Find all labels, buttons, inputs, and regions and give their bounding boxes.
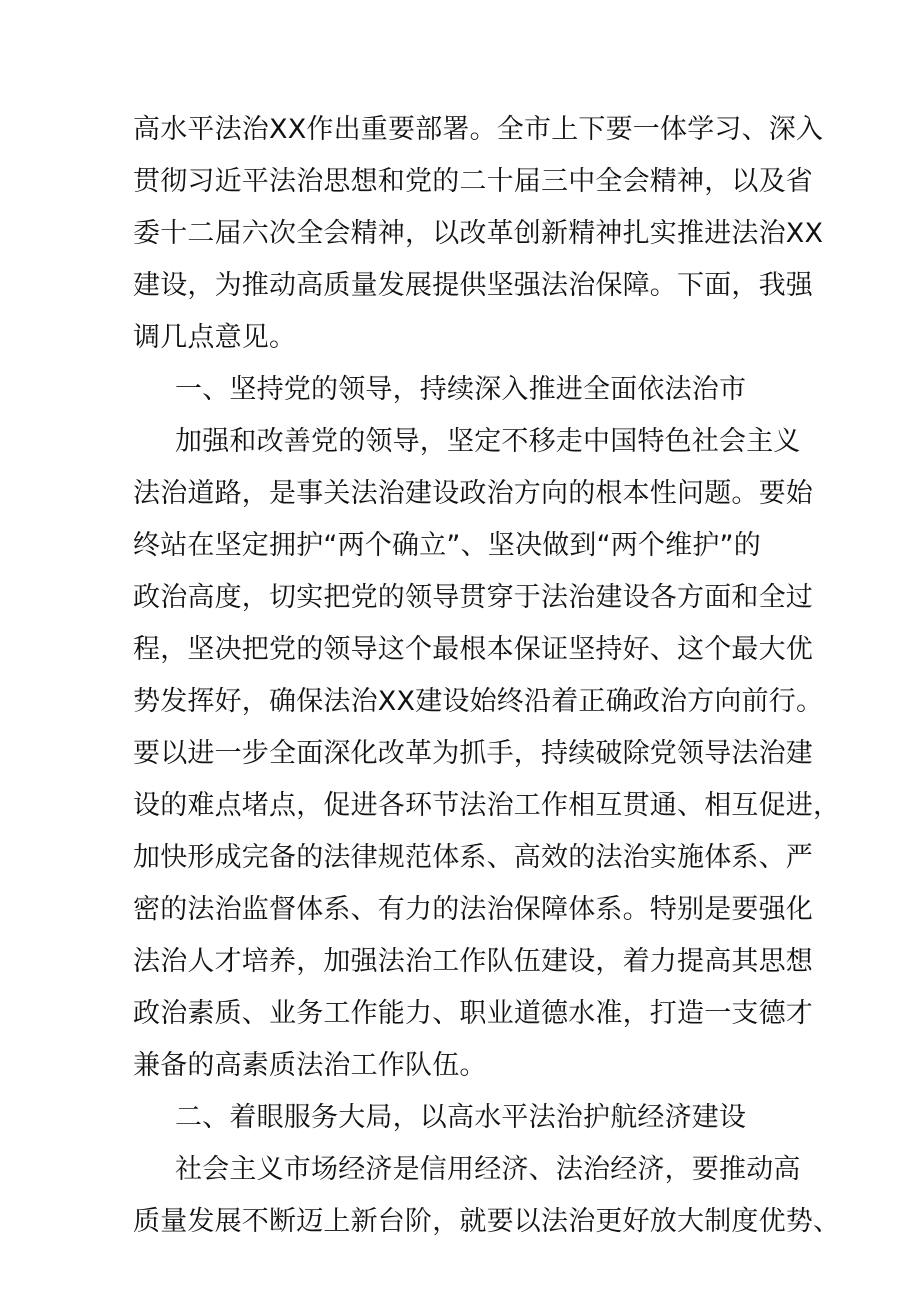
text-line: 加强和改善党的领导，坚定不移走中国特色社会主义 bbox=[175, 426, 801, 457]
text-line: 质量发展不断迈上新台阶，就要以法治更好放大制度优势、 bbox=[133, 1206, 841, 1237]
text-line: 社会主义市场经济是信用经济、法治经济，要推动高 bbox=[175, 1154, 801, 1185]
text-line: 政治高度，切实把党的领导贯穿于法治建设各方面和全过 bbox=[133, 582, 813, 613]
text-line: 法治道路，是事关法治建设政治方向的根本性问题。要始 bbox=[133, 478, 813, 509]
text-line: 法治人才培养，加强法治工作队伍建设，着力提高其思想 bbox=[133, 946, 813, 977]
text-line: 加快形成完备的法律规范体系、高效的法治实施体系、严 bbox=[133, 842, 813, 873]
text-line: 政治素质、业务工作能力、职业道德水准，打造一支德才 bbox=[133, 998, 813, 1029]
section-heading: 二、着眼服务大局，以高水平法治护航经济建设 bbox=[175, 1102, 747, 1133]
text-line: 势发挥好，确保法治XX建设始终沿着正确政治方向前行。 bbox=[133, 686, 824, 717]
text-line: 调几点意见。 bbox=[133, 322, 297, 353]
text-line: 高水平法治XX作出重要部署。全市上下要一体学习、深入 bbox=[133, 114, 824, 145]
text-line: 建设，为推动高质量发展提供坚强法治保障。下面，我强 bbox=[133, 270, 813, 301]
text-line: 贯彻习近平法治思想和党的二十届三中全会精神，以及省 bbox=[133, 166, 813, 197]
text-line: 设的难点堵点，促进各环节法治工作相互贯通、相互促进， bbox=[133, 790, 841, 821]
text-line: 终站在坚定拥护“两个确立”、坚决做到“两个维护”的 bbox=[133, 530, 761, 561]
text-line: 委十二届六次全会精神，以改革创新精神扎实推进法治XX bbox=[133, 218, 824, 249]
text-line: 要以进一步全面深化改革为抓手，持续破除党领导法治建 bbox=[133, 738, 813, 769]
section-heading: 一、坚持党的领导，持续深入推进全面依法治市 bbox=[175, 374, 747, 405]
text-line: 密的法治监督体系、有力的法治保障体系。特别是要强化 bbox=[133, 894, 813, 925]
text-line: 兼备的高素质法治工作队伍。 bbox=[133, 1050, 487, 1081]
text-line: 程，坚决把党的领导这个最根本保证坚持好、这个最大优 bbox=[133, 634, 813, 665]
